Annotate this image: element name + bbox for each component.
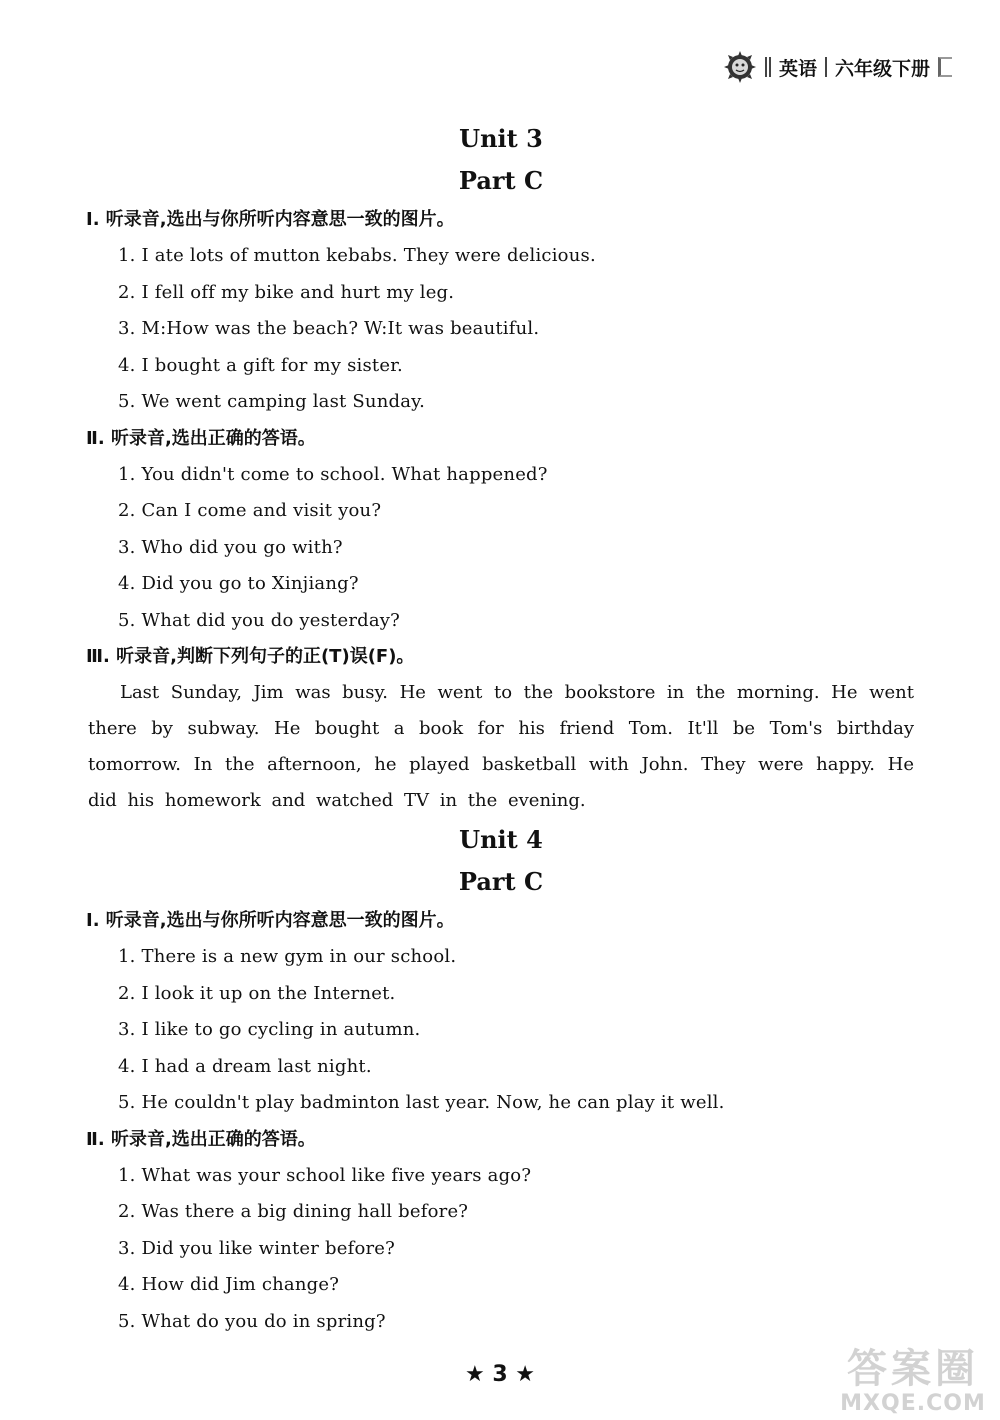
- list-item: 5. He couldn't play badminton last year. Now, he can play it well.: [118, 1092, 725, 1113]
- list-item: 2. I look it up on the Internet.: [118, 982, 396, 1004]
- listening-passage: Last Sunday, Jim was busy. He went to the bookstore in the morning. He went there by subway. He bought a book for his friend Tom. It'll be Tom's birthday tomorrow. In the afternoon, he played basketball with John. They were happy. He did his homework and watched TV in the evening.: [88, 682, 914, 811]
- list-item: 2. Can I come and visit you?: [118, 500, 382, 521]
- list-item: 2. Was there a big dining hall before?: [118, 1201, 469, 1222]
- unit3-section3-heading: Ⅲ. 听录音,判断下列句子的正(T)误(F)。: [86, 646, 415, 667]
- watermark-text: 答案圈: [847, 1346, 979, 1392]
- list-item: 1. What was your school like five years ago?: [118, 1164, 532, 1186]
- list-item: 5. What do you do in spring?: [118, 1310, 386, 1332]
- header-divider: [825, 57, 827, 77]
- unit4-part-title: Part C: [458, 867, 544, 896]
- list-item: 4. I had a dream last night.: [118, 1055, 372, 1077]
- list-item: 4. I bought a gift for my sister.: [118, 354, 403, 376]
- page-number: ★ 3 ★: [464, 1362, 536, 1387]
- list-item: 4. How did Jim change?: [118, 1274, 340, 1295]
- list-item: 3. M:How was the beach? W:It was beautiful.: [118, 318, 540, 339]
- page-edge-mark: [938, 57, 952, 77]
- header-divider: [765, 57, 771, 77]
- list-item: 1. There is a new gym in our school.: [118, 946, 457, 967]
- header-subject: 英语: [778, 57, 817, 80]
- mascot-logo-icon: [723, 50, 757, 84]
- list-item: 4. Did you go to Xinjiang?: [118, 573, 359, 594]
- unit3-section2-heading: Ⅱ. 听录音,选出正确的答语。: [86, 427, 316, 449]
- header-grade: 六年级下册: [834, 57, 930, 80]
- page-header: [723, 50, 952, 84]
- list-item: 3. Who did you go with?: [118, 536, 343, 558]
- watermark-url: MXQE.COM: [840, 1391, 986, 1416]
- list-item: 1. I ate lots of mutton kebabs. They were delicious.: [118, 245, 596, 266]
- unit3-part-title: Part C: [458, 166, 544, 195]
- list-item: 5. What did you do yesterday?: [118, 609, 401, 631]
- list-item: 2. I fell off my bike and hurt my leg.: [118, 281, 455, 303]
- page-content: [88, 118, 914, 1340]
- unit4-title: Unit 4: [459, 825, 543, 854]
- unit3-section1-heading: Ⅰ. 听录音,选出与你所听内容意思一致的图片。: [86, 209, 455, 230]
- watermark: [838, 1346, 988, 1416]
- list-item: 3. I like to go cycling in autumn.: [118, 1019, 421, 1040]
- unit4-section1-heading: Ⅰ. 听录音,选出与你所听内容意思一致的图片。: [86, 910, 455, 931]
- unit4-section2-heading: Ⅱ. 听录音,选出正确的答语。: [86, 1128, 316, 1150]
- list-item: 1. You didn't come to school. What happened?: [118, 463, 548, 485]
- list-item: 3. Did you like winter before?: [118, 1237, 395, 1259]
- unit3-title: Unit 3: [459, 124, 543, 153]
- list-item: 5. We went camping last Sunday.: [118, 391, 426, 412]
